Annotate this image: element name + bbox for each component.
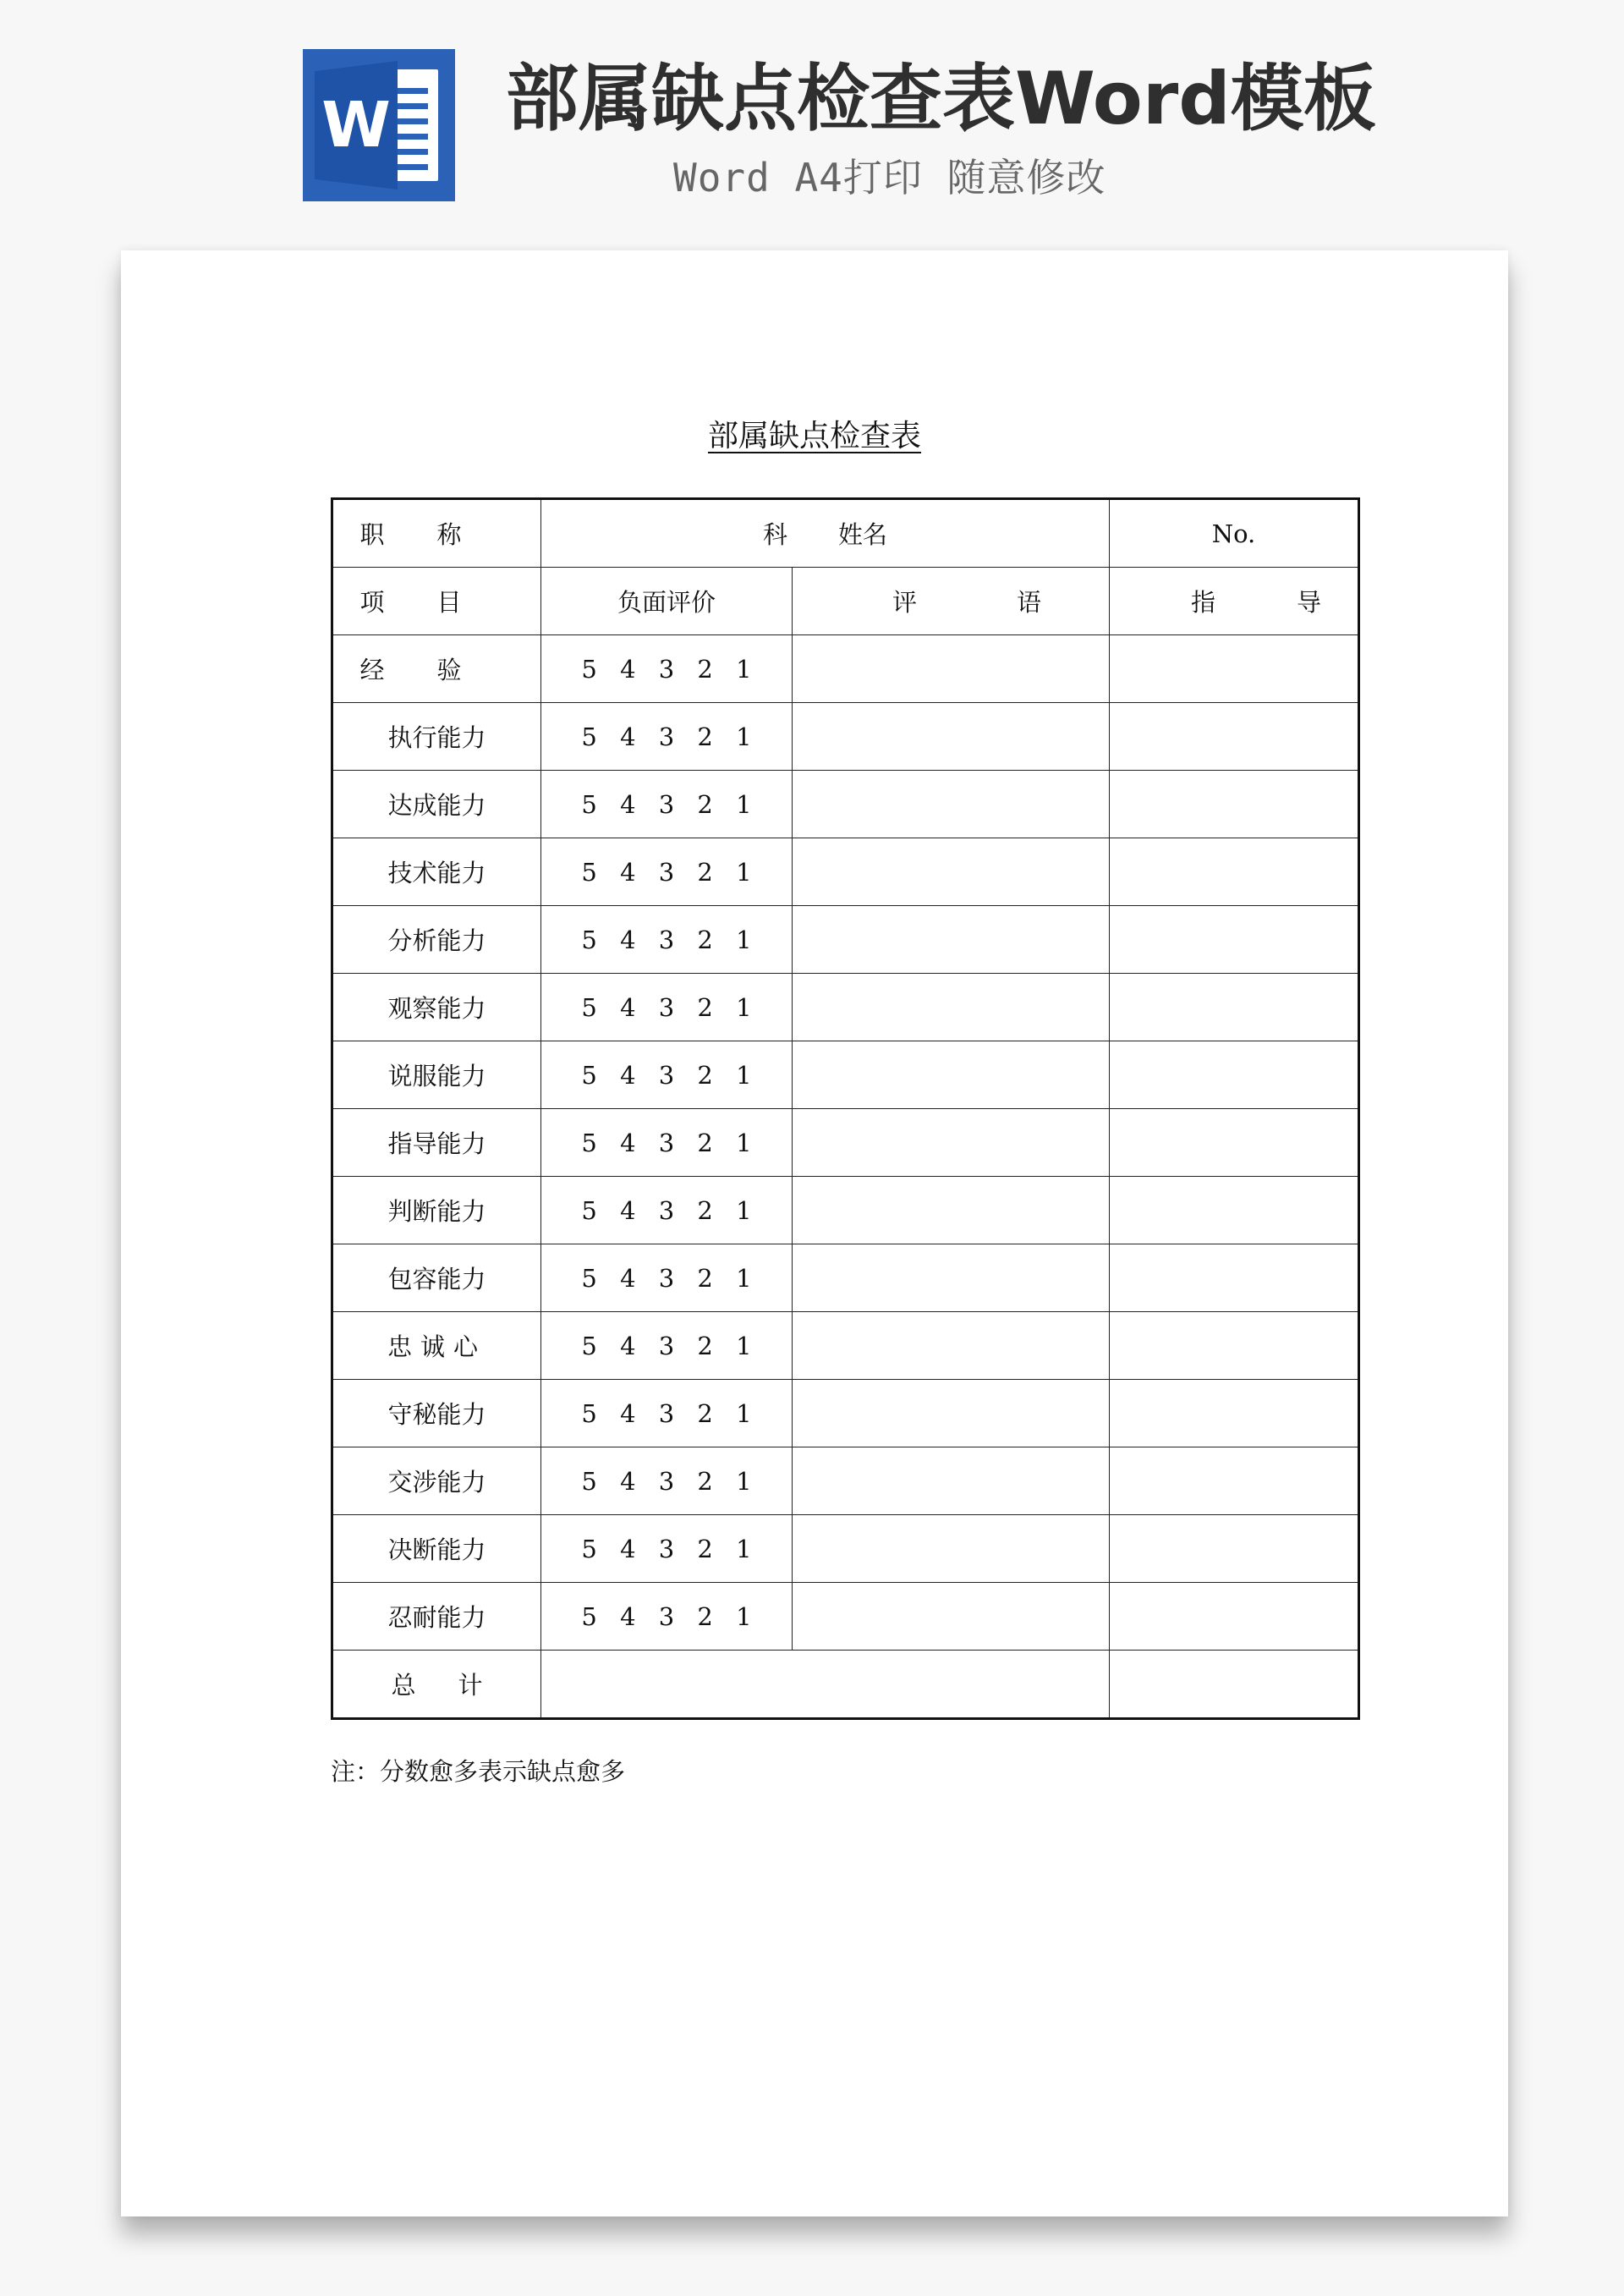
footnote: 注：分数愈多表示缺点愈多: [331, 1757, 626, 1786]
document-page: [121, 250, 1508, 2216]
score-options[interactable]: 5 4 3 2 1: [541, 1244, 793, 1312]
score-options[interactable]: 5 4 3 2 1: [541, 906, 793, 974]
comment-cell[interactable]: [793, 1177, 1110, 1244]
table-row: [332, 1583, 1359, 1651]
comment-cell[interactable]: [793, 838, 1110, 906]
item-label: 指导能力: [332, 1109, 541, 1177]
table-row: [332, 1312, 1359, 1380]
table-row: [332, 771, 1359, 838]
guidance-cell[interactable]: [1110, 1583, 1359, 1651]
score-options[interactable]: 5 4 3 2 1: [541, 1380, 793, 1447]
comment-cell[interactable]: [793, 1244, 1110, 1312]
item-label: 忠诚心: [332, 1312, 541, 1380]
guidance-header: 指导: [1110, 568, 1359, 635]
banner-title: 部属缺点检查表Word模板: [506, 57, 1376, 141]
score-options[interactable]: 5 4 3 2 1: [541, 1583, 793, 1651]
item-label: 分析能力: [332, 906, 541, 974]
total-guidance-cell[interactable]: [1110, 1651, 1359, 1719]
comment-cell[interactable]: [793, 974, 1110, 1041]
item-label: 守秘能力: [332, 1380, 541, 1447]
comment-cell[interactable]: [793, 703, 1110, 771]
comment-cell[interactable]: [793, 1109, 1110, 1177]
item-label: 包容能力: [332, 1244, 541, 1312]
comment-header: 评语: [793, 568, 1110, 635]
table-row: [332, 1380, 1359, 1447]
number-label: No.: [1110, 499, 1359, 568]
guidance-cell[interactable]: [1110, 906, 1359, 974]
position-label: 职称: [332, 499, 541, 568]
word-icon: [303, 49, 455, 201]
item-label: 决断能力: [332, 1515, 541, 1583]
table-row: [332, 1447, 1359, 1515]
score-options[interactable]: 5 4 3 2 1: [541, 1177, 793, 1244]
banner-subtitle: Word A4打印 随意修改: [673, 155, 1106, 200]
rating-header: 负面评价: [541, 568, 793, 635]
score-options[interactable]: 5 4 3 2 1: [541, 1312, 793, 1380]
guidance-cell[interactable]: [1110, 838, 1359, 906]
guidance-cell[interactable]: [1110, 1380, 1359, 1447]
guidance-cell[interactable]: [1110, 1041, 1359, 1109]
dept-label: 科: [762, 520, 787, 549]
score-options[interactable]: 5 4 3 2 1: [541, 771, 793, 838]
comment-cell[interactable]: [793, 1447, 1110, 1515]
table-row: [332, 906, 1359, 974]
comment-cell[interactable]: [793, 771, 1110, 838]
table-row: [332, 1109, 1359, 1177]
item-label: 观察能力: [332, 974, 541, 1041]
comment-cell[interactable]: [793, 635, 1110, 703]
total-row: [332, 1651, 1359, 1719]
guidance-cell[interactable]: [1110, 1109, 1359, 1177]
header-row-2: [332, 568, 1359, 635]
comment-cell[interactable]: [793, 1515, 1110, 1583]
word-icon-letter: W: [321, 89, 391, 162]
total-value-cell[interactable]: [541, 1651, 1110, 1719]
table-row: [332, 635, 1359, 703]
table-row: [332, 1177, 1359, 1244]
table-row: [332, 1041, 1359, 1109]
guidance-cell[interactable]: [1110, 1177, 1359, 1244]
item-label: 交涉能力: [332, 1447, 541, 1515]
score-options[interactable]: 5 4 3 2 1: [541, 1515, 793, 1583]
comment-cell[interactable]: [793, 1312, 1110, 1380]
item-label: 经验: [332, 635, 541, 703]
dept-name-cell[interactable]: [541, 499, 1110, 568]
item-label: 说服能力: [332, 1041, 541, 1109]
table-row: [332, 838, 1359, 906]
item-label: 忍耐能力: [332, 1583, 541, 1651]
name-label: 姓名: [838, 520, 888, 549]
item-label: 判断能力: [332, 1177, 541, 1244]
item-label: 执行能力: [332, 703, 541, 771]
score-options[interactable]: 5 4 3 2 1: [541, 838, 793, 906]
comment-cell[interactable]: [793, 906, 1110, 974]
guidance-cell[interactable]: [1110, 974, 1359, 1041]
inspection-table: [331, 497, 1403, 1720]
item-header: 项目: [332, 568, 541, 635]
guidance-cell[interactable]: [1110, 1244, 1359, 1312]
header-row-1: [332, 499, 1359, 568]
table-row: [332, 703, 1359, 771]
total-label: 总计: [332, 1651, 541, 1719]
guidance-cell[interactable]: [1110, 1447, 1359, 1515]
comment-cell[interactable]: [793, 1380, 1110, 1447]
document-title: 部属缺点检查表: [707, 419, 921, 453]
guidance-cell[interactable]: [1110, 771, 1359, 838]
item-label: 技术能力: [332, 838, 541, 906]
table-row: [332, 1244, 1359, 1312]
score-options[interactable]: 5 4 3 2 1: [541, 1109, 793, 1177]
guidance-cell[interactable]: [1110, 1312, 1359, 1380]
comment-cell[interactable]: [793, 1041, 1110, 1109]
item-label: 达成能力: [332, 771, 541, 838]
table-row: [332, 1515, 1359, 1583]
guidance-cell[interactable]: [1110, 703, 1359, 771]
table-row: [332, 974, 1359, 1041]
guidance-cell[interactable]: [1110, 635, 1359, 703]
comment-cell[interactable]: [793, 1583, 1110, 1651]
score-options[interactable]: 5 4 3 2 1: [541, 703, 793, 771]
score-options[interactable]: 5 4 3 2 1: [541, 1447, 793, 1515]
score-options[interactable]: 5 4 3 2 1: [541, 974, 793, 1041]
banner: [0, 0, 1624, 220]
score-options[interactable]: 5 4 3 2 1: [541, 1041, 793, 1109]
guidance-cell[interactable]: [1110, 1515, 1359, 1583]
score-options[interactable]: 5 4 3 2 1: [541, 635, 793, 703]
